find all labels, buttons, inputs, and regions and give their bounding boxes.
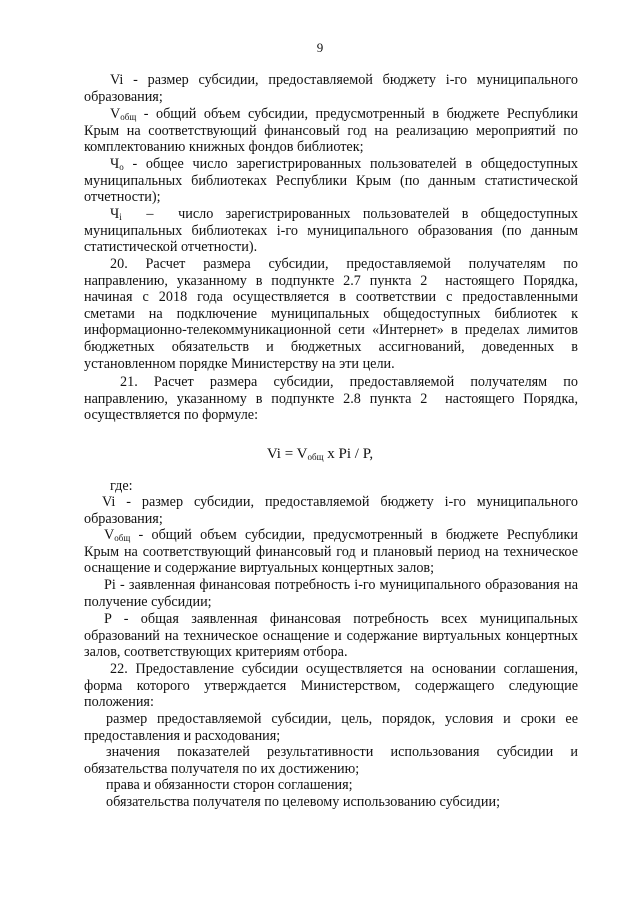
- page-number: 9: [316, 40, 324, 55]
- paragraph-p-definition: P - общая заявленная финансовая потребность всех муниципальных образований на техническое оснащение и содержание виртуальных концертных залов, соответствующих критериям отбора.: [84, 611, 578, 661]
- paragraph-where: где:: [110, 478, 133, 494]
- paragraph-chi-definition: $Ч_i$ – число зарегистрированных пользователей в общедоступных муниципальных библиотеках i-го муниципального образования (по данным статистической отчетности).: [84, 206, 578, 256]
- paragraph-agreement-size: размер предоставляемой субсидии, цель, порядок, условия и сроки ее предоставления и расходования;: [84, 711, 578, 744]
- paragraph-vi-definition-2: Vi - размер субсидии, предоставляемой бюджету i-го муниципального образования;: [84, 494, 578, 527]
- formula: $Vi = V_{общ}$ x Pi / P,: [266, 446, 374, 462]
- paragraph-agreement-obligations: обязательства получателя по целевому использованию субсидии;: [106, 794, 501, 810]
- paragraph-item-20: 20. Расчет размера субсидии, предоставляемой получателям по направлению, указанному в подпункте 2.7 пункта 2 настоящего Порядка, начиная с 2018 года осуществляется в соответствии с предоставленными сметами на подключение муниципальных общедоступных библиотек к информационно-телекоммуникационной сети «Интернет» в пределах лимитов бюджетных обязательств и бюджетных ассигнований, доведенных в установленном порядке Министерству на эти цели.: [84, 256, 578, 372]
- paragraph-item-22: 22. Предоставление субсидии осуществляется на основании соглашения, форма которого утверждается Министерством, содержащего следующие положения:: [84, 661, 578, 711]
- paragraph-agreement-indicators: значения показателей результативности использования субсидии и обязательства получателя по их достижению;: [84, 744, 578, 777]
- paragraph-agreement-rights: права и обязанности сторон соглашения;: [106, 777, 353, 793]
- paragraph-vobsh-definition: $V_{общ}$ - общий объем субсидии, предусмотренный в бюджете Республики Крым на соответствующий финансовый год на реализацию мероприятий по комплектованию книжных фондов библиотек;: [84, 106, 578, 156]
- paragraph-item-21: 21. Расчет размера субсидии, предоставляемой получателям по направлению, указанному в подпункте 2.8 пункта 2 настоящего Порядка, осуществляется по формуле:: [84, 374, 578, 424]
- paragraph-vobsh-definition-2: $V_{общ}$ - общий объем субсидии, предусмотренный в бюджете Республики Крым на соответствующий финансовый год и плановый период на техническое оснащение и содержание виртуальных концертных залов;: [84, 527, 578, 577]
- paragraph-pi-definition: Pi - заявленная финансовая потребность i-го муниципального образования на получение субсидии;: [84, 577, 578, 610]
- paragraph-cho-definition: $Ч_о$ - общее число зарегистрированных пользователей в общедоступных муниципальных библиотеках Республики Крым (по данным статистической отчетности);: [84, 156, 578, 206]
- paragraph-vi-definition: Vi - размер субсидии, предоставляемой бюджету i-го муниципального образования;: [84, 72, 578, 105]
